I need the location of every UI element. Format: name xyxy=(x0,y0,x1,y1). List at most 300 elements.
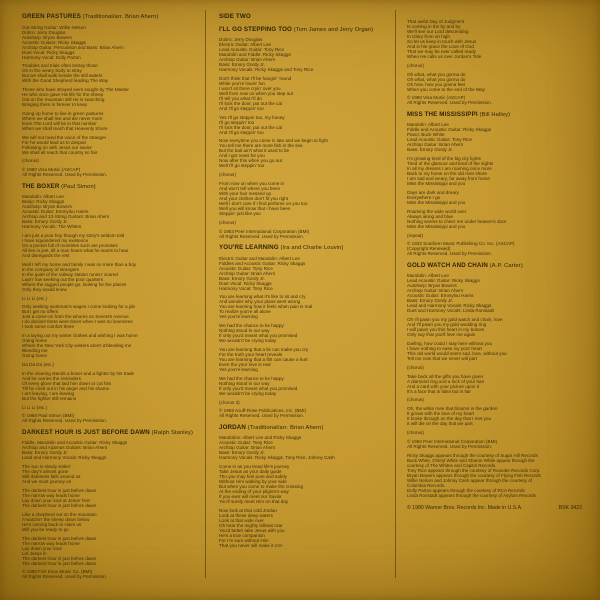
lyric-stanza xyxy=(407,72,582,92)
text-line: Like a shepherd out on the mountain xyxy=(22,511,97,517)
text-line: Yes you're learning xyxy=(219,314,258,320)
text-line: Archtop Guitar, Percussion and Bass: Brian Ahern xyxy=(22,44,124,50)
text-line: © 1968 Paul Simon (BMI) xyxy=(22,413,75,419)
text-line: And disregards the rest xyxy=(22,253,70,259)
text-line: Lay down your soul xyxy=(22,545,62,551)
text-line: It broke through on the day that I met you xyxy=(407,416,492,422)
text-line: Now after this when you go out xyxy=(219,158,283,164)
text-line: Only seeking workman's wages I come looking for a job xyxy=(22,304,135,310)
lyric-stanza xyxy=(22,233,202,258)
copyright-notice xyxy=(22,569,202,579)
text-line: A'watchin' the sheep down below xyxy=(22,516,90,522)
text-line: Archtop Guitar: Brian Ahern xyxy=(219,57,276,62)
copyright-notice xyxy=(407,241,582,256)
text-line: All Rights Reserved. Used by Permission. xyxy=(219,233,305,239)
text-line: Going home xyxy=(22,338,48,344)
text-line: Lead and Harmony Vocals: Ricky Skaggs xyxy=(407,303,492,309)
text-line: And I'll go steppin' too xyxy=(219,129,264,135)
text-line: (chorus) xyxy=(407,364,424,370)
lyric-stanza xyxy=(22,63,202,83)
lyric-stanza xyxy=(219,464,391,504)
song-heading xyxy=(219,424,391,432)
song-heading xyxy=(407,262,582,270)
text-line: The darkest hour is just before dawn xyxy=(22,555,97,561)
text-line: Always along and blue xyxy=(407,213,453,219)
text-line: Everywhere I go xyxy=(407,194,441,200)
text-line: Where we shall live and die never more xyxy=(22,115,103,121)
text-line: Fiddles and Acoustic Guitar: Ricky Skaggs xyxy=(219,260,306,266)
text-line: Layin' low seeking out the poor quarters xyxy=(22,276,104,282)
text-line: With your hair messed up xyxy=(219,190,272,196)
text-line: You are learning how it feels when pain is real xyxy=(219,304,313,310)
song-writer: (Paul Simon) xyxy=(59,183,96,190)
text-line: Buck White, Cheryl White and Sharon White appear through the xyxy=(407,457,535,463)
text-line: Now look at that cold Jordan xyxy=(219,507,277,513)
text-line: Archtop Guitar: Brian Ahern xyxy=(407,142,464,148)
lyric-stanza xyxy=(22,488,202,508)
text-line: Nothing stood in our way xyxy=(219,328,270,334)
text-line: All Rights Reserved. Used by Permission. xyxy=(407,443,493,449)
text-line: Well I don't care if I find perfume on you too xyxy=(219,200,308,206)
text-line: I do declare there were times when I was so lonesome xyxy=(22,319,133,325)
lyric-stanza xyxy=(219,76,391,111)
column-divider-left xyxy=(205,10,206,578)
text-line: Take back all the gifts you have given xyxy=(407,373,484,379)
text-line: I am just a poor boy though my story's seldom told xyxy=(22,233,125,239)
text-line: Tony Rice appears through the courtesy of Rounder Records Corp. xyxy=(407,467,541,473)
text-line: But when you come to make the crossing xyxy=(219,484,304,490)
text-line: When we shall reach that Heavenly Shore xyxy=(22,125,108,131)
text-line: (chorus) xyxy=(407,62,424,68)
text-line: I'll tell you what I'll do xyxy=(219,95,262,101)
lyric-stanza xyxy=(407,317,582,337)
text-line: At the ending of your pilgrim's way xyxy=(219,489,289,495)
text-line: Mandolin: Albert Lee xyxy=(22,194,64,200)
text-line: And he carries the reminders xyxy=(22,375,81,381)
text-line: And your clothes don't fit you right xyxy=(219,195,289,201)
text-line: The narrow way leads home xyxy=(22,540,80,546)
text-line: (chorus 3) xyxy=(219,399,240,405)
song-writer: (Bill Halley) xyxy=(477,111,511,118)
text-line: courtesy of The Whites and Capitol Records. xyxy=(407,462,497,468)
text-line: That we may be ever called ready xyxy=(407,49,476,54)
song-heading xyxy=(407,111,582,119)
song-writer: (Traditional/arr. Brian Ahern) xyxy=(246,424,324,431)
text-line: And I'll pawn you my gold wedding ring xyxy=(407,322,487,328)
text-line: And a card with your picture upon it xyxy=(407,383,480,389)
text-line: Roaming the wide world over xyxy=(407,208,467,214)
musician-credits xyxy=(22,25,202,60)
text-line: We will not heed the voice of the stranger xyxy=(22,134,107,140)
text-line: In the quiet of the railway station runnin' scared xyxy=(22,271,118,277)
text-line: Look at that wide river xyxy=(219,517,264,523)
text-line: Nothing stood in our way xyxy=(219,380,270,386)
lyric-stanza xyxy=(219,376,391,396)
text-line: Dobro: Jerry Douglas xyxy=(219,37,263,42)
text-line: Going home xyxy=(22,353,48,359)
text-line: Well I left my home and family I was no more than a boy xyxy=(22,261,137,267)
text-line: Miss the Mississippi and you xyxy=(407,223,466,229)
lyric-stanza xyxy=(22,87,202,107)
text-line: Where the ragged people go, looking for the places xyxy=(22,281,127,287)
text-line: Is coming in the by and by xyxy=(407,24,461,29)
text-line: (chorus) xyxy=(407,429,424,435)
text-line: All Rights Reserved. Used by Permission. xyxy=(219,413,305,419)
text-line: Nothing seems to cheer me under heaven's door xyxy=(407,218,507,224)
text-line: Tell me now that we never will part xyxy=(407,355,477,361)
text-line: Duet Vocal: Ricky Skaggs xyxy=(219,280,272,286)
text-line: It grows with the love of my heart xyxy=(407,411,475,417)
text-line: Back to my home on the old river shore xyxy=(407,171,487,177)
text-line: Following on with Jesus our savior xyxy=(22,144,92,150)
catalog-number: BSK 3422 xyxy=(558,504,582,511)
lyric-stanza xyxy=(22,371,202,401)
text-line: I took some comfort there xyxy=(22,324,75,330)
text-line: When you come to the end of the Way xyxy=(407,86,485,92)
lyric-stanza xyxy=(219,138,391,168)
text-line: Miss the Mississippi and you xyxy=(407,199,466,205)
text-line: Da Da Da (etc.) xyxy=(22,362,54,368)
text-line: In all my dreams I am roaming once more xyxy=(407,166,492,172)
copyright-notice xyxy=(219,229,391,239)
lyric-stanza xyxy=(22,333,202,358)
text-line: Without Him walking by your side xyxy=(219,479,287,485)
text-line: © 1980 Visa Music (ASCAP) xyxy=(22,167,81,173)
text-line: In Glory from on high xyxy=(407,34,450,39)
text-line: Well you will know that I have been xyxy=(219,205,291,211)
text-line: Out on the mountain still He is searching xyxy=(22,97,105,103)
text-line: (Copyright Renewed) xyxy=(407,246,451,252)
text-line: I won't sit there cryin' over you xyxy=(219,85,281,91)
text-line: Banjo: Ricky Skaggs xyxy=(22,199,65,205)
text-line: Well from now on when you step out xyxy=(219,90,293,96)
text-line: Mandolin and Fiddle: Ricky Skaggs xyxy=(219,52,291,57)
text-line: The day's almost gone xyxy=(22,469,69,475)
text-line: Harmony Vocal: Tony Rice xyxy=(219,285,273,291)
text-line: And we must journey on xyxy=(22,479,72,485)
text-line: Autoharp: Bryan Bowers xyxy=(407,283,457,289)
musician-credits xyxy=(407,273,582,313)
text-line: Will you be ready to go xyxy=(22,526,69,532)
text-line: You are learning that a lie can make you cry xyxy=(219,346,309,352)
lyric-stanza xyxy=(219,347,391,372)
song-title: SIDE TWO xyxy=(219,13,251,20)
text-line: Still darkness falls around us xyxy=(22,474,81,480)
musician-credits xyxy=(219,435,391,460)
text-line: Even tho your love is real xyxy=(219,361,271,367)
lyrics-column-left xyxy=(22,13,202,583)
lyric-stanza xyxy=(407,374,582,394)
song-title: DARKEST HOUR IS JUST BEFORE DAWN xyxy=(22,428,150,436)
song-title: THE BOXER xyxy=(22,182,60,190)
text-line: The darkest hour is just before dawn xyxy=(22,488,97,494)
text-line: Of every glove that laid him down or cut him xyxy=(22,380,112,386)
text-line: All Rights Reserved. Used by Permission. xyxy=(22,172,108,178)
text-line: Oh how, how you gonna feel xyxy=(407,81,465,87)
text-line: You tell me there are more fish in the sea xyxy=(219,143,303,149)
text-line: Lead Acoustic Guitar: Tony Rice xyxy=(407,137,473,143)
text-line: It will die on the day that we part xyxy=(407,421,473,427)
musician-credits xyxy=(22,440,202,460)
song-title: GREEN PASTURES xyxy=(22,13,82,20)
text-line: On a pocket full of mumbles such are promises xyxy=(22,243,118,249)
song-title: GOLD WATCH AND CHAIN xyxy=(407,261,489,269)
text-line: Bass: Emory Gordy Jr. xyxy=(219,450,265,456)
text-line: On in the weary body to stray xyxy=(22,68,82,74)
lyrics-column-right xyxy=(407,19,582,511)
text-line: A diamond ring and a lock of your hair xyxy=(407,378,485,384)
text-line: He who once gave His life for the sheep xyxy=(22,92,104,98)
text-line: Mandolin: Albert Lee xyxy=(407,122,449,128)
musician-credits xyxy=(22,194,202,229)
text-line: All lies in jest, till a man hears what he wants to hear xyxy=(22,248,129,254)
lyric-stanza xyxy=(22,536,202,566)
text-line: Where the New York City winters aren't a'bleeding me xyxy=(22,343,132,349)
text-line: Going up home to live in green pastures xyxy=(22,110,104,116)
song-heading xyxy=(22,429,202,437)
lyric-stanza xyxy=(22,158,202,163)
text-line: Fiddle and Acoustic Guitar: Ricky Skaggs xyxy=(407,127,492,133)
lyric-stanza xyxy=(407,190,582,205)
text-line: Autoharp: Bryan Bowers xyxy=(22,34,72,40)
lyric-stanza xyxy=(407,406,582,426)
lyric-stanza xyxy=(407,63,582,68)
text-line: If only you'd meant what you promised xyxy=(219,385,298,391)
lyric-stanza xyxy=(219,115,391,135)
lyric-stanza xyxy=(219,220,391,225)
lyric-stanza xyxy=(407,19,582,59)
lyric-stanza xyxy=(22,405,202,410)
lyric-stanza xyxy=(407,233,582,238)
lyric-stanza xyxy=(22,362,202,367)
lyric-stanza xyxy=(407,397,582,402)
text-line: Take Jesus as your daily guide xyxy=(219,469,282,475)
text-line: Bass: Emory Gordy Jr. xyxy=(219,275,265,281)
text-line: I'll lock the door, put out the cat xyxy=(219,100,283,106)
song-heading xyxy=(219,13,391,20)
text-line: With the Good Shepherd leading The Way xyxy=(22,78,109,84)
text-line: Duet and Harmony Vocals: Linda Ronstadt xyxy=(407,308,494,314)
text-line: And in his grace the Love of God xyxy=(407,44,474,49)
text-line: Harmony Vocals: Ricky Skaggs and Tony Rice. xyxy=(219,67,315,72)
text-line: Lead Acoustic Guitar: Ricky Skaggs xyxy=(407,278,480,284)
text-line: (chorus) xyxy=(407,397,424,403)
text-line: Come in as you tread life's journey xyxy=(219,464,290,470)
text-line: Duet Vocal: Ricky Skaggs xyxy=(22,49,75,55)
text-line: I have squandered my existence xyxy=(22,238,89,244)
text-line: Oh hear the mighty billows roar xyxy=(219,522,283,528)
text-line: Gut-String Guitar: Willie Nelson xyxy=(22,24,86,30)
text-line: Archtop Guitar: Brian Ahern xyxy=(219,270,276,276)
courtesy-credits xyxy=(407,453,582,498)
text-line: That you never will make it o'er xyxy=(219,542,283,548)
text-line: Oh, the white rose that blooms in the garden xyxy=(407,406,498,412)
song-writer: (Ira and Charlie Louvin) xyxy=(278,245,344,252)
text-line: Columbia Records. xyxy=(407,482,446,488)
text-line: I will pawn you this heart in my bosom xyxy=(407,327,485,333)
text-line: That awful Day of Judgment xyxy=(407,19,465,24)
text-line: The darkest hour is just before dawn xyxy=(22,560,97,566)
text-line: © 1960 Peer International Corporation (BMI) xyxy=(407,438,498,444)
text-line: It's a face that is false but is fair xyxy=(407,388,471,394)
copyright-notice xyxy=(407,95,582,105)
text-line: Miss the Mississippi and you xyxy=(407,181,466,187)
text-line: Archtop Guitar: Brian Ahern xyxy=(407,288,464,294)
lyric-stanza xyxy=(219,400,391,405)
text-line: Mandolins: Albert Lee and Ricky Skaggs xyxy=(219,435,302,441)
text-line: Bleeding me xyxy=(22,348,48,354)
text-line: Days are dark and dreary xyxy=(407,189,459,195)
text-line: (chorus) xyxy=(22,158,39,164)
text-line: Acoustic Guitars: Ricky Skaggs xyxy=(22,39,86,45)
text-line: And I got news for you xyxy=(219,153,265,159)
text-line: Bass: Emory Gordy Jr. xyxy=(219,62,265,67)
song-writer: (A.P. Carter) xyxy=(488,262,523,269)
song-title: MISS THE MISSISSIPPI xyxy=(407,110,478,118)
text-line: Troubles and trials often betray those xyxy=(22,63,98,69)
text-line: And I'll go steppin' too xyxy=(219,105,264,111)
text-line: Li Li Li (etc.) xyxy=(22,295,48,301)
text-line: Look at these deep waters xyxy=(219,512,273,518)
text-line: Li Li Li (etc.) xyxy=(22,404,48,410)
song-title: I'LL GO STEPPING TOO xyxy=(219,25,293,33)
text-line: But the fighter still remains xyxy=(22,395,77,401)
song-heading xyxy=(219,26,391,34)
text-line: I am leaving, I am leaving xyxy=(22,390,75,396)
song-heading xyxy=(219,244,391,252)
text-line: I have nothing to ease my poor heart xyxy=(407,345,482,351)
text-line: The narrow way leads home xyxy=(22,493,80,499)
text-line: (chorus) xyxy=(219,219,236,225)
text-line: This old world would seem sad, love, without you xyxy=(407,350,507,356)
text-line: If you ever will meet our Savior xyxy=(219,494,282,500)
text-line: Well I'll go steppin' too xyxy=(219,163,265,169)
text-line: © 1980 Fort Knox Music Co. (BMI) xyxy=(22,569,93,575)
lyric-stanza xyxy=(219,294,391,319)
copyright-notice xyxy=(22,167,202,177)
text-line: I'll lock the door, put out the cat xyxy=(219,124,283,130)
text-line: I am sad and weary, far away from home xyxy=(407,176,490,182)
text-line: But I get no offers xyxy=(22,309,59,315)
text-line: We had the chance to be happy xyxy=(219,375,284,381)
lyric-stanza xyxy=(407,430,582,435)
text-line: So let us keep in touch with Jesus xyxy=(407,39,477,44)
text-line: © 1932 Southern Music Publishing Co. Inc. (ASCAP) xyxy=(407,241,515,247)
text-line: Dolly Parton appears through the courtesy of RCA Records xyxy=(407,487,525,493)
text-line: Bass: Emory Gordy Jr. xyxy=(22,219,68,225)
text-line: We had the chance to be happy xyxy=(219,323,284,329)
text-line: Autoharp: Bryan Bowers xyxy=(22,204,72,210)
text-line: Acoustic Guitar: Tony Rice xyxy=(219,265,273,271)
text-line: Bass: Emory Gordy Jr. xyxy=(407,298,453,304)
text-line: Steppin' just like you xyxy=(219,210,261,216)
text-line: Mandolin: Albert Lee xyxy=(407,273,449,279)
text-line: And won't tell where you been xyxy=(219,185,281,191)
text-line: Till he cried out in his anger and his shame xyxy=(22,385,110,391)
lyric-stanza xyxy=(22,111,202,131)
text-line: In a laying out my winter clothes and wishing I was home xyxy=(22,333,138,339)
text-line: Lead Acoustic Guitar: Tony Rice xyxy=(219,47,285,52)
text-line: In the clearing stands a boxer and a fighter by his trade xyxy=(22,370,135,376)
text-line: We wouldn't be crying today xyxy=(219,338,277,344)
text-line: Archtop Guitar: Brian Ahern xyxy=(219,445,276,451)
text-line: (chorus) xyxy=(219,172,236,178)
text-line: Oh what, what you gonna do xyxy=(407,76,466,82)
text-line: Only say that you'll love me again xyxy=(407,332,476,338)
song-title: YOU'RE LEARNING xyxy=(219,244,279,252)
text-line: The sun is slowly sinkin' xyxy=(22,464,71,470)
text-line: If only you'd meant what you promised xyxy=(219,333,298,339)
text-line: Yes I'll go steppin too, my honey xyxy=(219,114,285,120)
text-line: We wouldn't be crying today xyxy=(219,390,277,396)
text-line: And wonder why your plans went wrong xyxy=(219,299,301,305)
copyright-notice xyxy=(407,439,582,449)
lyric-stanza xyxy=(407,365,582,370)
text-line: Even The Lord will be in that number xyxy=(22,120,97,126)
lyric-stanza xyxy=(22,262,202,292)
text-line: I'm growing tired of the big city lights xyxy=(407,156,481,162)
text-line: Bass: Emory Gordy Jr. xyxy=(22,450,68,456)
lyric-stanza xyxy=(219,508,391,548)
copyright-notice xyxy=(22,413,202,423)
text-line: Acoustic Guitar: Emmylou Harris xyxy=(407,293,474,299)
text-line: Fiddle, Mandolin and Acoustic Guitar: Ricky Skaggs xyxy=(22,440,128,446)
text-line: While you're havin' fun xyxy=(219,80,265,86)
text-line: Those who have strayed were sought by The Master xyxy=(22,87,129,93)
text-line: The darkest hour is just before dawn xyxy=(22,503,97,509)
lyric-stanza xyxy=(22,304,202,329)
lyric-stanza xyxy=(22,296,202,301)
text-line: Tired of the glamour and tired of the sights xyxy=(407,161,494,167)
song-heading xyxy=(22,13,202,21)
column-divider-right xyxy=(395,10,396,578)
text-line: In the company of strangers xyxy=(22,266,79,272)
text-line: To realize you're all alone xyxy=(219,309,271,315)
lyric-stanza xyxy=(22,135,202,155)
text-line: Acoustic Guitar: Emmylou Harris xyxy=(22,209,89,215)
text-line: Piano: Buck White xyxy=(407,132,445,138)
text-line: We'll see our Lord descending xyxy=(407,29,469,34)
text-line: All Rights Reserved. Used by Permission. xyxy=(22,574,108,580)
text-line: The darkest hour is just before dawn xyxy=(22,535,97,541)
song-writer: (Tom James and Jerry Organ) xyxy=(292,26,374,33)
copyright-line: © 1980 Warner Bros. Records Inc. Made in U.S.A. xyxy=(407,504,523,511)
text-line: Harmony Vocals: Ricky Skaggs, Tony Rice, Johnny Cash xyxy=(219,455,335,461)
text-line: Harmony Vocals: The Whites xyxy=(22,224,82,230)
text-line: Yes you're learning xyxy=(219,366,258,372)
text-line: Bryan Bowers appears through the courtesy of Flying Fish Records xyxy=(407,472,541,478)
musician-credits xyxy=(219,37,391,72)
text-line: All Rights Reserved. Used by Permission. xyxy=(407,100,493,106)
text-line: For he would lead us to despair xyxy=(22,139,87,145)
text-line: He's coming back to claim us xyxy=(22,521,82,527)
text-line: For the truth your heart reveals xyxy=(219,351,283,357)
text-line: Archtop and Adamas Guitars: Brian Ahern xyxy=(22,445,108,451)
song-writer: (Traditional/arr. Brian Ahern) xyxy=(81,14,159,20)
text-line: Only they would know xyxy=(22,286,67,292)
text-line: Let Jesus in xyxy=(22,550,47,556)
text-line: Bringing them in forever to keep xyxy=(22,102,88,108)
lyric-stanza xyxy=(22,512,202,532)
text-line: You are learning what it's like to sit and cry xyxy=(219,294,306,300)
text-line: Lead and Harmony Vocals: Ricky Skaggs xyxy=(22,455,107,461)
lyric-stanza xyxy=(219,172,391,177)
text-line: For I'm sure without Him xyxy=(219,537,269,543)
text-line: Harmony Vocal: Dolly Parton xyxy=(22,54,81,60)
copyright-notice xyxy=(219,408,391,418)
text-line: We shall all reach that country so fair xyxy=(22,149,98,155)
lyric-stanza xyxy=(407,341,582,361)
